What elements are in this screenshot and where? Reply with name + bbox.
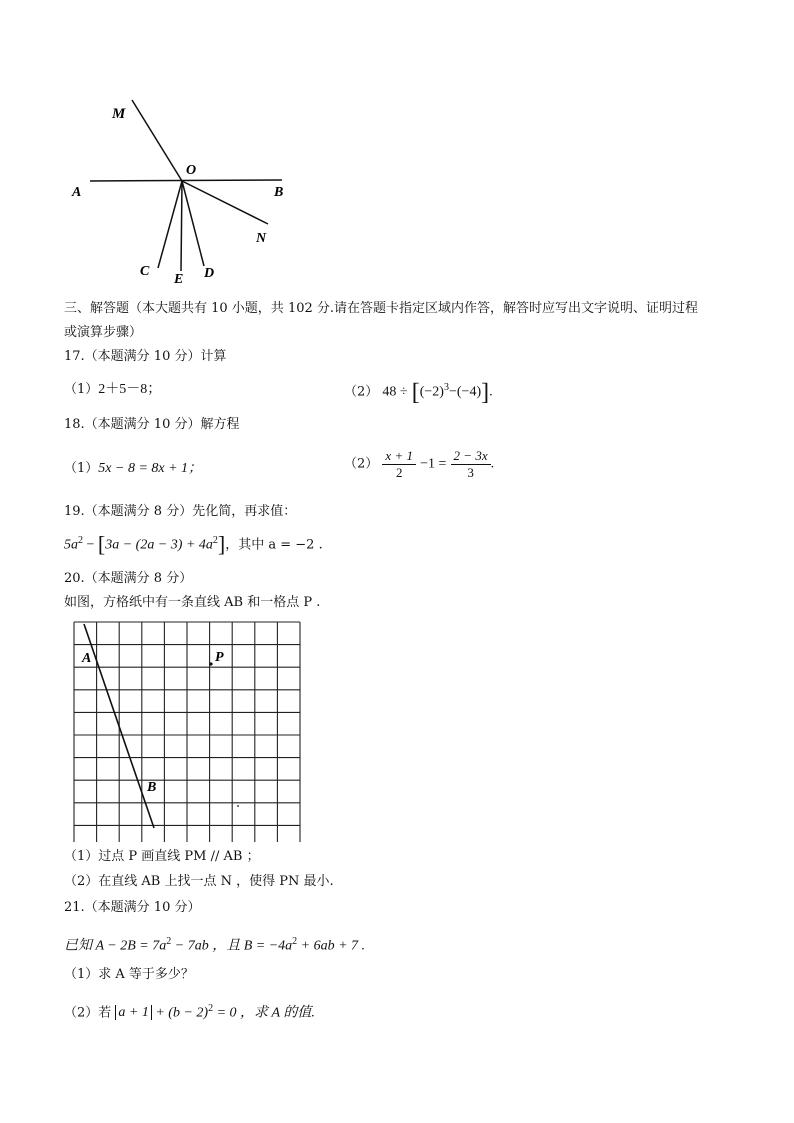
q21-given-c: + 6ab + 7 . <box>297 938 366 954</box>
label-e: E <box>174 272 184 287</box>
ray-oc <box>158 181 182 268</box>
q18-frac2-den: 3 <box>467 465 474 480</box>
section-heading-line1: 三、解答题（本大题共有 10 小题，共 102 分.请在答题卡指定区域内作答，解答时应写出文字说明、证明过程 <box>64 301 699 316</box>
label-m: M <box>112 106 126 122</box>
q18-part1 <box>64 460 202 478</box>
label-o: O <box>186 163 197 178</box>
q21-part2 <box>64 1000 315 1022</box>
label-n: N <box>256 231 267 246</box>
q18-frac2-num: 2 − 3x <box>451 448 491 465</box>
q18-frac1-num: x + 1 <box>382 448 416 465</box>
grid-figure <box>70 618 306 842</box>
ray-oe <box>181 181 182 271</box>
ray-om <box>132 100 182 181</box>
q17-title: 17.（本题满分 10 分）计算 <box>64 349 227 364</box>
q18-part2-label: （2） <box>344 456 379 472</box>
q18-part2 <box>344 448 494 481</box>
q18-frac1-den: 2 <box>395 465 403 480</box>
angle-figure <box>60 90 300 290</box>
section-heading-line2: 或演算步骤） <box>64 325 143 340</box>
q20-title: 20.（本题满分 8 分） <box>64 571 193 586</box>
q20-part2: （2）在直线 AB 上找一点 N ，使得 PN 最小. <box>64 874 334 889</box>
q18-part1-expr: 5x − 8 = 8x + 1； <box>98 461 203 476</box>
q21-part2-exp: 2 <box>208 1003 214 1014</box>
q17-part2-c: −(−4) <box>448 384 482 400</box>
q17-part1-expr: 2＋5－8； <box>98 382 162 397</box>
label-a: A <box>72 185 82 200</box>
q18-title: 18.（本题满分 10 分）解方程 <box>64 417 240 432</box>
label-b: B <box>274 185 284 200</box>
q19-expr-b: − <box>83 537 98 553</box>
q17-part2-label: （2） <box>344 384 379 400</box>
q19-expr-a-exp: 2 <box>78 535 83 546</box>
q19-title: 19.（本题满分 8 分）先化简，再求值： <box>64 504 297 519</box>
q21-given-a: 已知 A − 2B = 7a <box>64 938 167 954</box>
q19-expr-c-exp: 2 <box>212 535 218 546</box>
q17-part2-end: . <box>489 384 493 400</box>
q17-part1 <box>64 381 161 399</box>
q18-part1-label: （1） <box>64 461 99 476</box>
q17-part2-exp: 3 <box>443 382 449 393</box>
grid-lines <box>74 622 300 842</box>
q18-fraction-right <box>451 448 491 481</box>
q18-mid: −1 = <box>420 456 447 472</box>
q19-expression: $5a^2 - [3a - (2a - 3) + 4a^2]$，其中 a = −2 . <box>64 531 323 557</box>
grid-label-a: A <box>82 651 92 666</box>
q21-given-b: − 7ab ，且 B = −4a <box>171 938 293 954</box>
label-c: C <box>140 264 150 279</box>
q21-part2-a: （2）若 <box>64 1005 116 1021</box>
q19-condition: ，其中 a = −2 . <box>225 537 323 553</box>
q18-fraction-left <box>382 448 416 481</box>
q21-given-b-exp: 2 <box>292 936 298 947</box>
q17-part1-label: （1） <box>64 382 99 397</box>
q18-end: . <box>490 456 495 472</box>
point-p <box>209 662 212 665</box>
q19-expr-c: 3a − (2a − 3) + 4a <box>105 537 213 553</box>
q17-part2-a: 48 ÷ <box>382 384 408 400</box>
label-d: D <box>204 266 215 281</box>
q20-part1: （1）过点 P 画直线 PM // AB ； <box>64 849 260 864</box>
q21-part1: （1）求 A 等于多少？ <box>64 967 194 982</box>
q17-part2-b: (−2) <box>419 384 444 400</box>
q19-expr-a: 5a <box>64 537 78 553</box>
q21-given <box>64 933 365 955</box>
grid-label-p: P <box>215 650 224 665</box>
ray-on <box>182 181 268 224</box>
q21-part2-abs: a + 1 <box>115 1005 151 1020</box>
q21-part2-c: = 0 ，求 A 的值. <box>213 1005 315 1021</box>
q21-title: 21.（本题满分 10 分） <box>64 900 201 915</box>
dot-mark <box>237 805 239 807</box>
q17-part2: （2） $48 \div [(-2)^3-(-4)]$. <box>344 379 493 406</box>
q21-part2-b: + (b − 2) <box>151 1005 209 1021</box>
line-ab <box>90 180 282 181</box>
ray-od <box>182 181 204 266</box>
grid-label-b: B <box>147 780 157 795</box>
q21-given-a-exp: 2 <box>166 936 172 947</box>
q20-description: 如图，方格纸中有一条直线 AB 和一格点 P . <box>64 595 321 610</box>
